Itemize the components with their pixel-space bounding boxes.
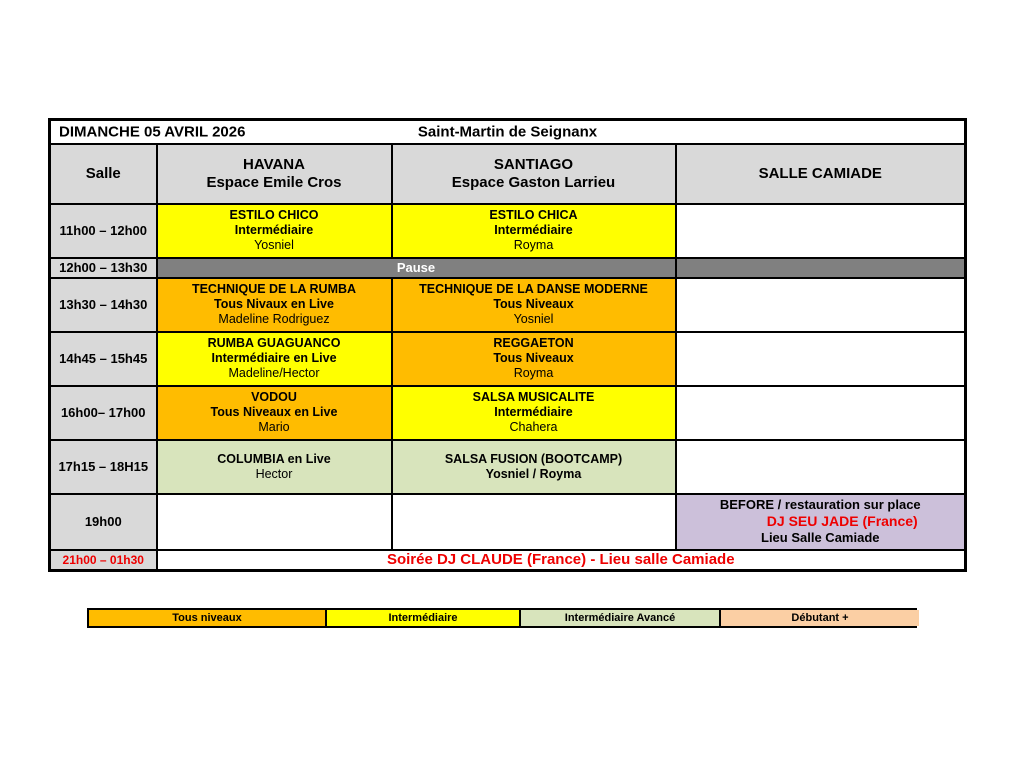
legend-tous-niveaux: Tous niveaux [89, 610, 327, 626]
header-salle [50, 144, 157, 204]
class-cell-santiago [392, 204, 676, 258]
header-camiade-name: SALLE CAMIADE [758, 164, 882, 182]
row-21h00 [50, 550, 966, 571]
row-14h45 [50, 332, 966, 386]
class-cell-havana [157, 278, 392, 332]
class-cell-santiago [392, 386, 676, 440]
legend-intermediaire: Intermédiaire [327, 610, 521, 626]
class-title: COLUMBIA en Live [217, 451, 331, 466]
header-havana-venue: Espace Emile Cros [206, 173, 342, 191]
row-16h00 [50, 386, 966, 440]
before-line3: Lieu Salle Camiade [761, 530, 880, 545]
class-level: Tous Niveaux [493, 297, 574, 311]
empty-cell-camiade [676, 332, 966, 386]
class-title: ESTILO CHICO [229, 208, 319, 222]
row-pause [50, 258, 966, 278]
before-line1: BEFORE / restauration sur place [719, 497, 921, 512]
empty-cell-camiade [676, 440, 966, 494]
header-camiade [676, 144, 966, 204]
title-location: Saint-Martin de Seignanx [417, 123, 598, 141]
class-title: VODOU [251, 390, 297, 404]
row-17h15 [50, 440, 966, 494]
header-salle-label: Salle [85, 164, 121, 182]
class-level: Intermédiaire en Live [211, 351, 337, 365]
before-dj-line: DJ SEU JADE (France) [766, 513, 918, 529]
class-teacher: Madeline Rodriguez [218, 312, 330, 326]
class-title: REGGAETON [493, 336, 574, 350]
level-legend [87, 608, 917, 628]
class-title: TECHNIQUE DE LA DANSE MODERNE [419, 282, 648, 296]
empty-cell-camiade [676, 386, 966, 440]
class-level: Tous Nivaux en Live [214, 297, 334, 311]
class-teacher: Yosniel / Royma [485, 466, 582, 481]
legend-intermediaire-avance: Intermédiaire Avancé [521, 610, 721, 626]
class-title: TECHNIQUE DE LA RUMBA [191, 282, 357, 296]
class-cell-havana [157, 332, 392, 386]
time-cell: 12h00 – 13h30 [50, 258, 157, 278]
empty-cell-camiade [676, 278, 966, 332]
time-cell: 14h45 – 15h45 [50, 332, 157, 386]
class-cell-havana [157, 386, 392, 440]
empty-cell-santiago [392, 494, 676, 550]
legend-debutant-plus: Débutant + [721, 610, 919, 626]
title-cell [50, 120, 966, 144]
row-11h00 [50, 204, 966, 258]
class-cell-havana [157, 204, 392, 258]
class-title: SALSA FUSION (BOOTCAMP) [444, 451, 623, 466]
class-level: Intermédiaire [234, 223, 314, 237]
row-19h00 [50, 494, 966, 550]
time-cell: 13h30 – 14h30 [50, 278, 157, 332]
class-teacher: Royma [513, 238, 554, 252]
class-level: Tous Niveaux en Live [210, 405, 338, 419]
time-cell: 21h00 – 01h30 [50, 550, 157, 571]
pause-cell-camiade [676, 258, 966, 278]
class-cell-santiago [392, 278, 676, 332]
header-santiago-name: SANTIAGO [493, 155, 574, 173]
class-teacher: Mario [258, 420, 290, 434]
time-cell: 11h00 – 12h00 [50, 204, 157, 258]
class-title: ESTILO CHICA [489, 208, 578, 222]
schedule-table [48, 118, 967, 572]
title-date: DIMANCHE 05 AVRIL 2026 [59, 123, 246, 141]
class-cell-santiago [392, 440, 676, 494]
class-level: Intermédiaire [494, 223, 573, 237]
pause-band: Pause [157, 258, 676, 278]
class-title: SALSA MUSICALITE [472, 390, 595, 404]
class-cell-havana [157, 440, 392, 494]
class-teacher: Madeline/Hector [228, 366, 320, 380]
class-title: RUMBA GUAGUANCO [207, 336, 341, 350]
class-level: Tous Niveaux [493, 351, 574, 365]
class-teacher: Royma [513, 366, 554, 380]
header-havana-name: HAVANA [243, 155, 305, 173]
time-cell: 16h00– 17h00 [50, 386, 157, 440]
soiree-cell: Soirée DJ CLAUDE (France) - Lieu salle Camiade [157, 550, 966, 571]
header-row [50, 144, 966, 204]
class-teacher: Hector [255, 466, 293, 481]
class-cell-santiago [392, 332, 676, 386]
before-cell-camiade [676, 494, 966, 550]
empty-cell-camiade [676, 204, 966, 258]
time-cell: 19h00 [50, 494, 157, 550]
time-cell: 17h15 – 18H15 [50, 440, 157, 494]
empty-cell-havana [157, 494, 392, 550]
class-teacher: Yosniel [513, 312, 554, 326]
title-row [50, 120, 966, 144]
header-santiago-venue: Espace Gaston Larrieu [451, 173, 616, 191]
class-teacher: Chahera [509, 420, 558, 434]
class-level: Intermédiaire [494, 405, 573, 419]
header-havana [157, 144, 392, 204]
row-13h30 [50, 278, 966, 332]
header-santiago [392, 144, 676, 204]
class-teacher: Yosniel [254, 238, 294, 252]
